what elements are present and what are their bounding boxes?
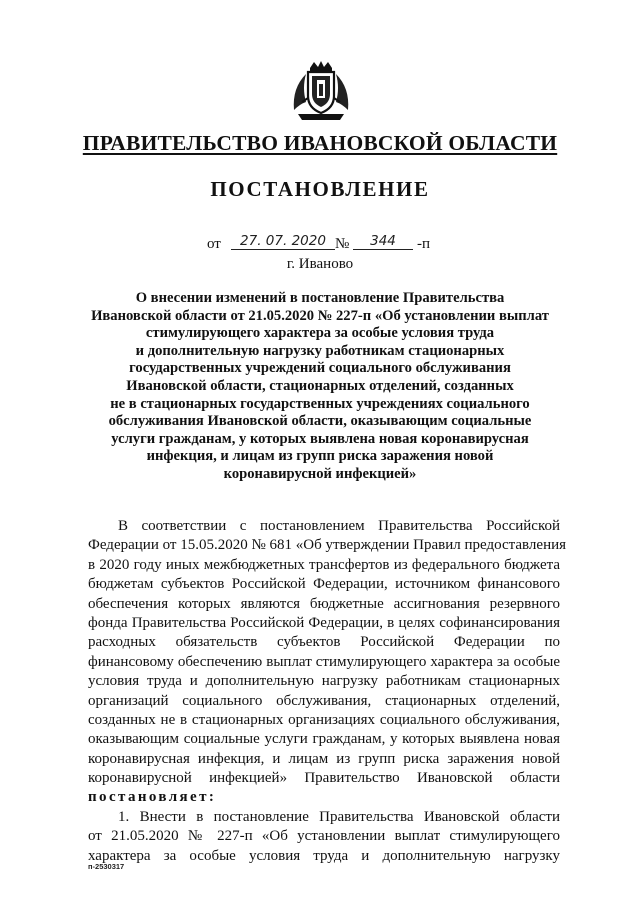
organization-title: ПРАВИТЕЛЬСТВО ИВАНОВСКОЙ ОБЛАСТИ: [82, 131, 558, 155]
handwritten-number: 344: [353, 233, 413, 250]
item-line: характера за особые условия труда и дополнительную нагрузку: [88, 847, 560, 864]
city-line: г. Иваново: [286, 256, 354, 272]
body-line: Федерации от 15.05.2020 № 681 «Об утверждении Правил предоставления: [88, 537, 567, 554]
item-line: от 21.05.2020 № 227-п «Об установлении выплат стимулирующего: [88, 828, 560, 845]
item-line: 1. Внести в постановление Правительства Ивановской области: [118, 808, 560, 825]
subject-line: инфекция, и лицам из групп риска заражения новой: [146, 448, 494, 465]
body-line: коронавирусной инфекцией» Правительство Ивановской области: [88, 770, 560, 787]
body-line: условия труда и дополнительную нагрузку работникам стационарных: [88, 673, 560, 690]
handwritten-date: 27. 07. 2020: [231, 233, 335, 250]
subject-line: услуги гражданам, у которых выявлена новая коронавирусная: [111, 430, 529, 447]
body-line: фонда Правительства Российской Федерации, в целях софинансирования: [88, 614, 560, 631]
body-line: расходных обязательств субъектов Российской Федерации по: [88, 634, 560, 651]
document-body: [88, 517, 567, 866]
body-line: организаций социального обслуживания, стационарных отделений,: [88, 692, 560, 709]
subject-line: стимулирующего характера за особые условия труда: [145, 325, 495, 342]
body-line: финансовому обеспечению выплат стимулирующего характера за особые: [88, 653, 560, 670]
body-line: обеспечения которых являются бюджетные ассигнования резервного: [88, 595, 560, 612]
document-type: ПОСТАНОВЛЕНИЕ: [210, 177, 430, 201]
body-line: оказывающим социальные услуги гражданам, у которых выявлена новая: [88, 731, 560, 748]
body-line: коронавирусная инфекция, и лицам из групп риска заражения новой: [88, 750, 560, 767]
subject-line: Ивановской области, стационарных отделений, созданных: [126, 377, 514, 394]
subject-line: коронавирусной инфекцией»: [223, 465, 417, 482]
number-sign: №: [335, 236, 350, 252]
body-line: в 2020 году иных межбюджетных трансфертов из федерального бюджета: [88, 556, 560, 573]
from-label: от: [207, 236, 221, 252]
subject-line: обслуживания Ивановской области, оказывающим социальные: [108, 413, 532, 430]
subject-line: не в стационарных государственных учреждениях социального: [110, 395, 530, 412]
subject-line: государственных учреждений социального обслуживания: [129, 360, 511, 377]
body-line: В соответствии с постановлением Правительства Российской: [118, 518, 560, 534]
body-line: созданных не в стационарных организациях социального обслуживания,: [88, 711, 560, 728]
subject-line: и дополнительную нагрузку работникам стационарных: [135, 342, 505, 359]
number-suffix: -п: [417, 236, 431, 252]
resolves-word: [88, 788, 560, 807]
footer-code: п-2530317: [88, 862, 125, 871]
body-line: бюджетам субъектов Российской Федерации, источником финансового: [88, 576, 560, 593]
date-number-line: [207, 233, 447, 255]
resolves-word-text: постановляет:: [88, 789, 217, 806]
subject-line: О внесении изменений в постановление Правительства: [135, 290, 505, 306]
document-subject: [60, 290, 580, 484]
coat-of-arms-icon: [288, 58, 354, 124]
subject-line: Ивановской области от 21.05.2020 № 227-п «Об установлении выплат: [91, 307, 549, 324]
